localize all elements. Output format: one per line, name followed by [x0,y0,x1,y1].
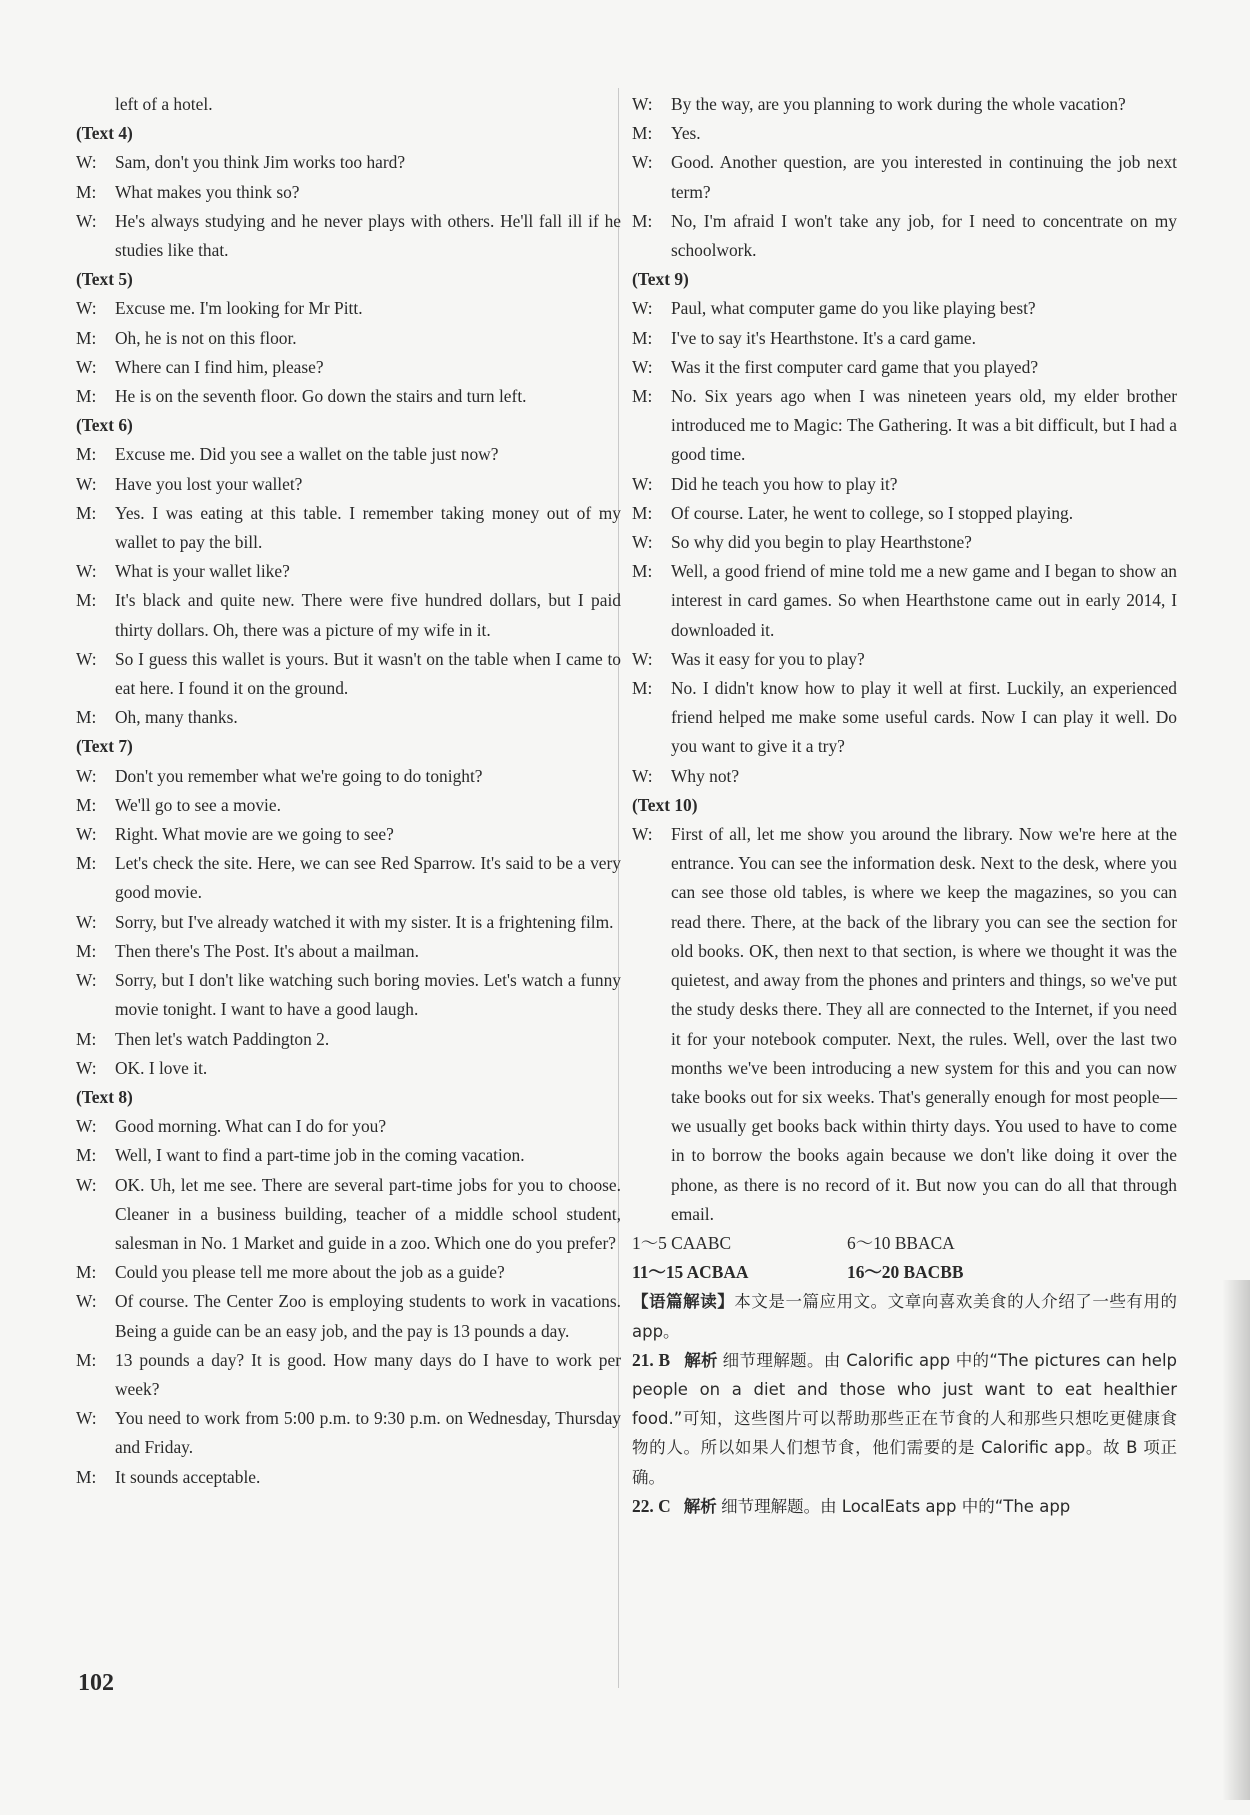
utterance: Good. Another question, are you interested in continuing the job next term? [671,152,1177,202]
dialogue-line [632,674,1177,762]
utterance: Of course. The Center Zoo is employing students to work in vacations. Being a guide can be an easy job, and the pay is 13 pounds a day. [115,1291,621,1341]
speaker-label: M: [76,386,97,407]
dialogue-line [76,966,621,1024]
dialogue-line [76,1287,621,1345]
speaker-label: M: [76,853,97,874]
utterance: No. Six years ago when I was nineteen years old, my elder brother introduced me to Magic: The Gathering. It was a bit difficult, but I had a good time. [671,386,1177,465]
utterance: It's black and quite new. There were five hundred dollars, but I paid thirty dollars. Oh, there was a picture of my wife in it. [115,590,621,640]
dialogue-line [76,557,621,586]
dialogue-line [632,353,1177,382]
speaker-label: W: [632,356,653,377]
utterance: Then let's watch Paddington 2. [115,1028,330,1049]
text-heading: (Text 6) [76,415,133,436]
speaker-label: W: [76,970,97,991]
dialogue-line [76,1112,621,1141]
utterance: Oh, many thanks. [115,707,238,728]
explanation-tag: 解析 [684,1350,718,1370]
utterance: Yes. I was eating at this table. I remember taking money out of my wallet to pay the bill. [115,502,621,553]
utterance: I've to say it's Hearthstone. It's a card game. [671,327,976,348]
text-heading: (Text 10) [632,794,698,815]
right-column [632,90,1177,1521]
dialogue-line [76,499,621,557]
dialogue-line [76,440,621,469]
speaker-label: W: [76,911,97,932]
answer-row-1 [632,1229,1177,1258]
speaker-label: M: [76,590,97,611]
speaker-label: W: [76,824,97,845]
utterance: Oh, he is not on this floor. [115,327,297,348]
utterance: Don't you remember what we're going to do tonight? [115,765,483,786]
utterance: Let's check the site. Here, we can see Red Sparrow. It's said to be a very good movie. [115,853,621,903]
utterance: Have you lost your wallet? [115,473,303,494]
speaker-label: M: [76,1349,97,1370]
text-heading: (Text 5) [76,269,133,290]
speaker-label: W: [76,765,97,786]
utterance: OK. I love it. [115,1057,208,1078]
utterance: Sam, don't you think Jim works too hard? [115,152,406,173]
utterance: You need to work from 5:00 p.m. to 9:30 p.m. on Wednesday, Thursday and Friday. [115,1408,621,1458]
utterance: Was it easy for you to play? [671,648,865,669]
speaker-label: M: [76,1466,97,1487]
speaker-label: W: [632,648,653,669]
speaker-label: M: [632,123,653,144]
question-number: 22. C [632,1495,671,1516]
dialogue-line [632,148,1177,206]
speaker-label: W: [76,1291,97,1312]
passage-summary-label: 【语篇解读】 [632,1292,735,1312]
speaker-label: M: [632,210,653,231]
dialogue-line [76,382,621,411]
speaker-label: M: [632,502,653,523]
speaker-label: W: [632,152,653,173]
text-heading: (Text 4) [76,123,133,144]
text-heading: (Text 7) [76,736,133,757]
utterance: 13 pounds a day? It is good. How many days do I have to work per week? [115,1349,621,1399]
utterance: Excuse me. Did you see a wallet on the table just now? [115,444,499,465]
speaker-label: W: [632,473,653,494]
speaker-label: W: [632,532,653,553]
dialogue-line [632,90,1177,119]
speaker-label: M: [76,940,97,961]
utterance: Excuse me. I'm looking for Mr Pitt. [115,298,363,319]
utterance: By the way, are you planning to work during the whole vacation? [671,94,1126,114]
right-dialogue [632,90,1177,1229]
dialogue-line [76,791,621,820]
dialogue-line [76,645,621,703]
page-number: 102 [78,1670,114,1696]
dialogue-line [632,324,1177,353]
text-heading: (Text 8) [76,1086,133,1107]
utterance: Where can I find him, please? [115,356,324,377]
text-heading: (Text 9) [632,269,689,290]
utterance: What makes you think so? [115,181,300,202]
utterance: No. I didn't know how to play it well at first. Luckily, an experienced friend helped me make some useful cards. Now I can play it well. Do you want to give it a try? [671,678,1177,757]
speaker-label: M: [76,1145,97,1166]
speaker-label: W: [632,94,653,114]
dialogue-line [76,1404,621,1462]
passage-summary [632,1287,1177,1345]
dialogue-line [632,382,1177,470]
dialogue-line [76,1171,621,1259]
dialogue-line [76,1463,621,1492]
dialogue-line [76,294,621,323]
dialogue-line [76,1346,621,1404]
utterance: We'll go to see a movie. [115,794,281,815]
speaker-label: M: [76,502,97,523]
dialogue-line [76,207,621,265]
dialogue-line [76,470,621,499]
dialogue-line [76,586,621,644]
speaker-label: M: [76,1262,97,1283]
dialogue-line [76,178,621,207]
question-21-explanation [632,1346,1177,1492]
dialogue-line [76,1025,621,1054]
passage-summary-text: 本文是一篇应用文。文章向喜欢美食的人介绍了一些有用的app。 [632,1292,1178,1341]
speaker-label: M: [632,386,653,407]
utterance: First of all, let me show you around the library. Now we're here at the entrance. You can see the information desk. Next to the desk, where you can see those old tables, is where we keep the magazines, so you can read there. There, at the back of the library you can see the section for old books. OK, then next to that section, is where we thought it was the quietest, and away from the phones and printers and things, so we've put the study desks there. They all are connected to the Internet, if you need it for your notebook computer. Next, the rules. Well, over the last two months we've been introducing a new system for this and you can now take books out for six weeks. That's generally enough for most people—we usually get books back within thirty days. You used to have to come in to borrow the books again because we don't like doing it over the phone, as there is no record of it. But now you can do all that through email. [671,824,1177,1224]
answer-key: 16～20 BACBB [847,1262,964,1283]
utterance: Of course. Later, he went to college, so I stopped playing. [671,502,1074,523]
utterance: So why did you begin to play Hearthstone? [671,532,972,553]
speaker-label: W: [76,1408,97,1429]
dialogue-line [632,820,1177,1229]
question-22-explanation [632,1492,1177,1521]
speaker-label: M: [76,794,97,815]
speaker-label: M: [76,181,97,202]
dialogue-line [76,1141,621,1170]
utterance: Yes. [671,123,701,144]
dialogue-line [76,849,621,907]
utterance: So I guess this wallet is yours. But it wasn't on the table when I came to eat here. I found it on the ground. [115,648,621,699]
utterance: It sounds acceptable. [115,1466,261,1487]
answer-row-2 [632,1258,1177,1287]
speaker-label: W: [632,824,653,845]
dialogue-continuation [76,90,621,119]
utterance: Then there's The Post. It's about a mailman. [115,940,419,961]
utterance: Paul, what computer game do you like playing best? [671,298,1036,319]
utterance: Why not? [671,765,740,786]
speaker-label: M: [76,707,97,728]
speaker-label: W: [632,765,653,786]
dialogue-line [76,908,621,937]
utterance: Well, I want to find a part-time job in the coming vacation. [115,1145,525,1166]
utterance: Sorry, but I've already watched it with my sister. It is a frightening film. [115,911,614,932]
dialogue-line [632,470,1177,499]
speaker-label: W: [632,298,653,319]
utterance: He is on the seventh floor. Go down the stairs and turn left. [115,386,527,407]
dialogue-line [76,762,621,791]
speaker-label: W: [76,356,97,377]
dialogue-line [76,937,621,966]
page-edge-shadow [1222,1280,1250,1800]
utterance: He's always studying and he never plays with others. He'll fall ill if he studies like that. [115,210,621,261]
dialogue-line [632,499,1177,528]
utterance: Good morning. What can I do for you? [115,1116,387,1137]
speaker-label: M: [632,561,653,582]
speaker-label: M: [632,678,653,699]
dialogue-line [76,1258,621,1287]
speaker-label: W: [76,1174,97,1195]
utterance: Could you please tell me more about the job as a guide? [115,1262,505,1283]
explanation-text: 细节理解题。由 Calorific app 中的“The pictures can help people on a diet and those who just want to eat healthier food.”可知，这些图片可以帮助那些正在节食的人和那些只想吃更健康食物的人。所以如果人们想节食，他们需要的是 Calorific app。故 B 项正确。 [632,1350,1178,1487]
speaker-label: W: [76,152,97,173]
utterance: OK. Uh, let me see. There are several part-time jobs for you to choose. Cleaner in a business building, teacher of a middle school student, salesman in No. 1 Market and guide in a zoo. Which one do you prefer? [115,1174,621,1253]
utterance: left of a hotel. [115,94,213,114]
dialogue-line [632,645,1177,674]
speaker-label: W: [76,561,97,582]
left-column [76,90,621,1492]
answer-key: 6～10 BBACA [847,1232,955,1253]
answer-key: 11～15 ACBAA [632,1262,749,1283]
utterance: Was it the first computer card game that you played? [671,356,1039,377]
speaker-label: W: [76,1057,97,1078]
speaker-label: W: [76,473,97,494]
speaker-label: M: [632,327,653,348]
speaker-label: M: [76,1028,97,1049]
speaker-label: W: [76,1116,97,1137]
dialogue-line [76,703,621,732]
dialogue-line [632,528,1177,557]
explanation-text: 细节理解题。由 LocalEats app 中的“The app [721,1496,1071,1516]
utterance: What is your wallet like? [115,561,290,582]
utterance: No, I'm afraid I won't take any job, for I need to concentrate on my schoolwork. [671,210,1177,261]
speaker-label: M: [76,327,97,348]
utterance: Did he teach you how to play it? [671,473,898,494]
dialogue-line [632,557,1177,645]
dialogue-line [76,324,621,353]
speaker-label: W: [76,298,97,319]
utterance: Right. What movie are we going to see? [115,824,394,845]
dialogue-line [76,148,621,177]
dialogue-line [76,353,621,382]
utterance: Sorry, but I don't like watching such boring movies. Let's watch a funny movie tonight. I want to have a good laugh. [115,970,621,1020]
dialogue-line [632,294,1177,323]
speaker-label: W: [76,210,97,231]
dialogue-line [632,762,1177,791]
dialogue-line [76,1054,621,1083]
question-number: 21. B [632,1349,671,1370]
dialogue-line [76,820,621,849]
dialogue-line [632,119,1177,148]
speaker-label: M: [76,444,97,465]
utterance: Well, a good friend of mine told me a new game and I began to show an interest in card games. So when Hearthstone came out in early 2014, I downloaded it. [671,561,1177,640]
dialogue-line [632,207,1177,265]
answer-key: 1～5 CAABC [632,1232,732,1253]
explanation-tag: 解析 [683,1496,717,1516]
speaker-label: W: [76,648,97,669]
